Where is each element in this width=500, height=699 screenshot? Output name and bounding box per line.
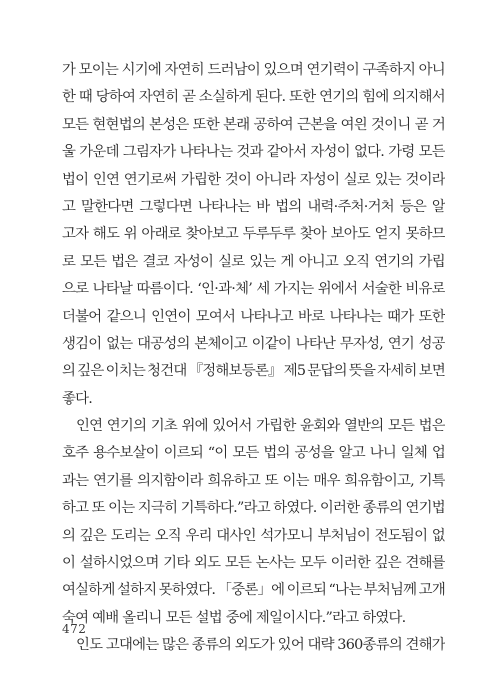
text-line: 숙여 예배 올리니 모든 설법 중에 제일이시다.”라고 하였다. — [62, 609, 406, 626]
text-line: 고 말한다면 그렇다면 나타나는 바 법의 내력·주처·거처 등은 알 — [62, 198, 445, 215]
page-number: 472 — [62, 622, 87, 636]
text-line: 인도 고대에는 많은 종류의 외도가 있어 대략 360종류의 견해가 — [76, 637, 445, 654]
text-line: 으로 나타날 따름이다. ‘인·과·체’ 세 가지는 위에서 서술한 비유로 — [62, 281, 445, 298]
text-line: 울 가운데 그림자가 나타나는 것과 같아서 자성이 없다. 가령 모든 — [62, 144, 445, 161]
text-line: 인연 연기의 기초 위에 있어서 가립한 윤회와 열반의 모든 법은 — [76, 418, 445, 435]
text-line: 법이 인연 연기로써 가립한 것이 아니라 자성이 실로 있는 것이라 — [62, 171, 445, 188]
text-line: 의 깊은 이치는 청건대 『정해보등론』 제5 문답의 뜻을 자세히 보면 — [62, 363, 445, 380]
text-line: 로 모든 법은 결코 자성이 실로 있는 게 아니고 오직 연기의 가립 — [62, 253, 445, 270]
text-line: 더불어 같으니 인연이 모여서 나타나고 바로 나타나는 때가 또한 — [62, 308, 445, 325]
text-line: 여실하게 설하지 못하였다. 「중론」에 이르되 “나는 부처님께 고개 — [62, 582, 445, 599]
text-line: 호주 용수보살이 이르되 “이 모든 법의 공성을 알고 나니 일체 업 — [62, 445, 445, 462]
text-line: 좋다. — [62, 390, 93, 407]
text-line: 고자 해도 위 아래로 찾아보고 두루두루 찾아 보아도 얻지 못하므 — [62, 226, 445, 243]
text-line: 한 때 당하여 자연히 곧 소실하게 된다. 또한 연기의 힘에 의지해서 — [62, 89, 445, 106]
text-line: 가 모이는 시기에 자연히 드러남이 있으며 연기력이 구족하지 아니 — [62, 62, 445, 78]
text-line: 생김이 없는 대공성의 본체이고 이같이 나타난 무자성, 연기 성공 — [62, 335, 445, 352]
body-text — [62, 57, 445, 660]
text-line: 의 깊은 도리는 오직 우리 대사인 석가모니 부처님이 전도됨이 없 — [62, 527, 445, 544]
text-line: 이 설하시었으며 기타 외도 모든 논사는 모두 이러한 깊은 견해를 — [62, 555, 445, 572]
text-line: 모든 현현법의 본성은 또한 본래 공하여 근본을 여읜 것이니 곧 거 — [62, 116, 445, 133]
text-line: 하고 또 이는 지극히 기특하다.”라고 하였다. 이러한 종류의 연기법 — [62, 500, 445, 517]
text-line: 과는 연기를 의지함이라 희유하고 또 이는 매우 희유함이고, 기특 — [62, 472, 445, 489]
